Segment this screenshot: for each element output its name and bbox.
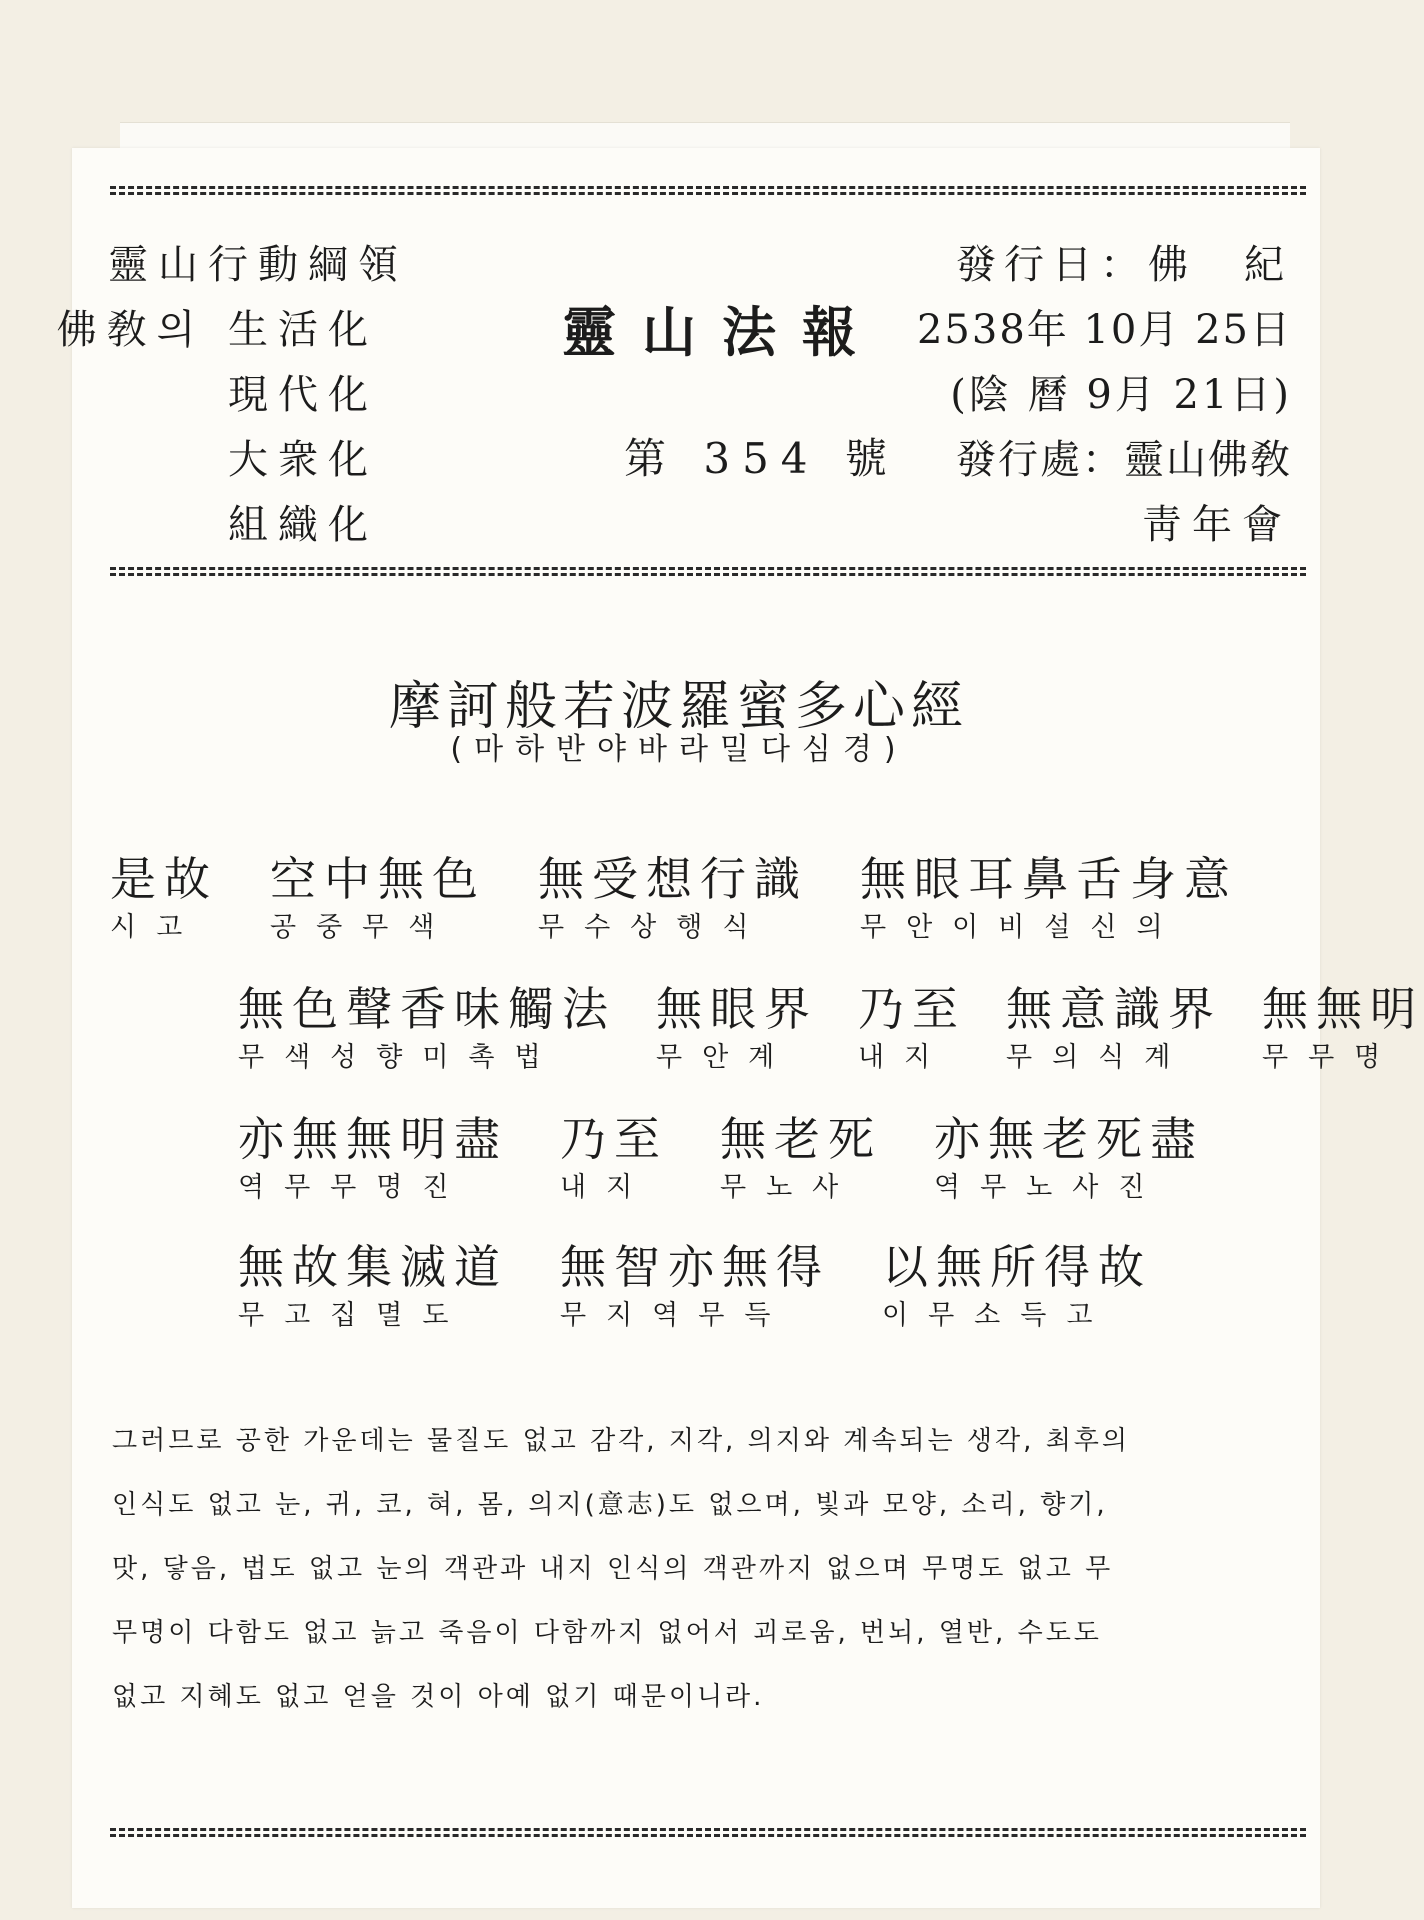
sutra-phrase-hangul: 무무명 (1262, 1042, 1401, 1073)
motto-line: 大衆化 (228, 437, 378, 483)
top-divider (110, 186, 1306, 195)
publish-date: 2538年 10月 25日 (916, 307, 1292, 353)
publish-date-label: 發行日：佛 紀 (956, 242, 1292, 288)
translation-line: 맛, 닿음, 법도 없고 눈의 객관과 내지 인식의 객관까지 없으며 무명도 없고 무 (112, 1554, 1114, 1584)
sutra-line (238, 1112, 1256, 1203)
sutra-phrase-hanja: 無無明 (1262, 982, 1424, 1036)
sutra-line (110, 852, 1290, 943)
sutra-phrase-hanja: 乃至 (858, 982, 966, 1036)
motto-title: 靈山行動綱領 (108, 242, 408, 288)
sutra-phrase-hangul: 무안이비설신의 (860, 912, 1183, 943)
sutra-phrase-hanja: 無色聲香味觸法 (238, 982, 616, 1036)
sutra-phrase-hanja: 以無所得故 (882, 1240, 1152, 1294)
sutra-phrase-hanja: 亦無老死盡 (934, 1112, 1204, 1166)
sutra-phrase-hangul: 시고 (110, 912, 203, 943)
sutra-phrase-hangul: 무안계 (656, 1042, 795, 1073)
sutra-phrase-hanja: 無智亦無得 (560, 1240, 830, 1294)
sutra-phrase-hanja: 無意識界 (1006, 982, 1222, 1036)
sutra-title: 摩訶般若波羅蜜多心經 (388, 677, 969, 737)
issue-number: 第 354 號 (624, 434, 899, 483)
sutra-phrase-hangul: 무노사 (720, 1172, 859, 1203)
sutra-phrase-hangul: 내지 (560, 1172, 653, 1203)
sutra-phrase-hangul: 공중무색 (270, 912, 455, 943)
motto-line: 組織化 (228, 502, 378, 548)
sutra-phrase-hanja: 無故集滅道 (238, 1240, 508, 1294)
lunar-date: (陰 曆 9月 21日) (950, 372, 1292, 418)
sutra-phrase-hanja: 乃至 (560, 1112, 668, 1166)
sutra-phrase-hanja: 空中無色 (270, 852, 486, 906)
sutra-phrase-hangul: 무지역무득 (560, 1300, 791, 1331)
sutra-phrase-hanja: 無眼耳鼻舌身意 (860, 852, 1238, 906)
sutra-phrase-hanja: 無老死 (720, 1112, 882, 1166)
sutra-line (238, 982, 1424, 1073)
publisher-continued: 靑年會 (1142, 502, 1292, 548)
translation-line: 인식도 없고 눈, 귀, 코, 혀, 몸, 의지(意志)도 없으며, 빛과 모양, 소리, 향기, (112, 1490, 1108, 1520)
translation-paragraph (112, 1428, 1312, 1748)
sutra-phrase-hangul: 역무노사진 (934, 1172, 1165, 1203)
translation-line: 없고 지혜도 없고 얻을 것이 아예 없기 때문이니라. (112, 1682, 765, 1712)
sutra-phrase-hanja: 是故 (110, 852, 218, 906)
sutra-phrase-hanja: 亦無無明盡 (238, 1112, 508, 1166)
sutra-line (238, 1240, 1204, 1331)
motto-line: 佛敎의 生活化 (56, 307, 378, 353)
motto-line: 現代化 (228, 372, 378, 418)
sutra-phrase-hangul: 역무무명진 (238, 1172, 469, 1203)
header-divider (110, 567, 1306, 576)
newsletter-title: 靈山法報 (562, 300, 882, 364)
sutra-phrase-hangul: 내지 (858, 1042, 951, 1073)
sutra-phrase-hangul: 이무소득고 (882, 1300, 1113, 1331)
sutra-title-hangul: (마하반야바라밀다심경) (450, 732, 908, 767)
sutra-phrase-hangul: 무의식계 (1006, 1042, 1191, 1073)
translation-line: 무명이 다함도 없고 늙고 죽음이 다함까지 없어서 괴로움, 번뇌, 열반, 수도도 (112, 1618, 1102, 1648)
publisher: 發行處：靈山佛敎 (956, 437, 1292, 483)
sutra-phrase-hangul: 무색성향미촉법 (238, 1042, 561, 1073)
sutra-phrase-hanja: 無受想行識 (538, 852, 808, 906)
sutra-phrase-hangul: 무수상행식 (538, 912, 769, 943)
sutra-phrase-hanja: 無眼界 (656, 982, 818, 1036)
translation-line: 그러므로 공한 가운데는 물질도 없고 감각, 지각, 의지와 계속되는 생각, 최후의 (112, 1426, 1131, 1456)
bottom-divider (110, 1828, 1306, 1837)
sutra-phrase-hangul: 무고집멸도 (238, 1300, 469, 1331)
